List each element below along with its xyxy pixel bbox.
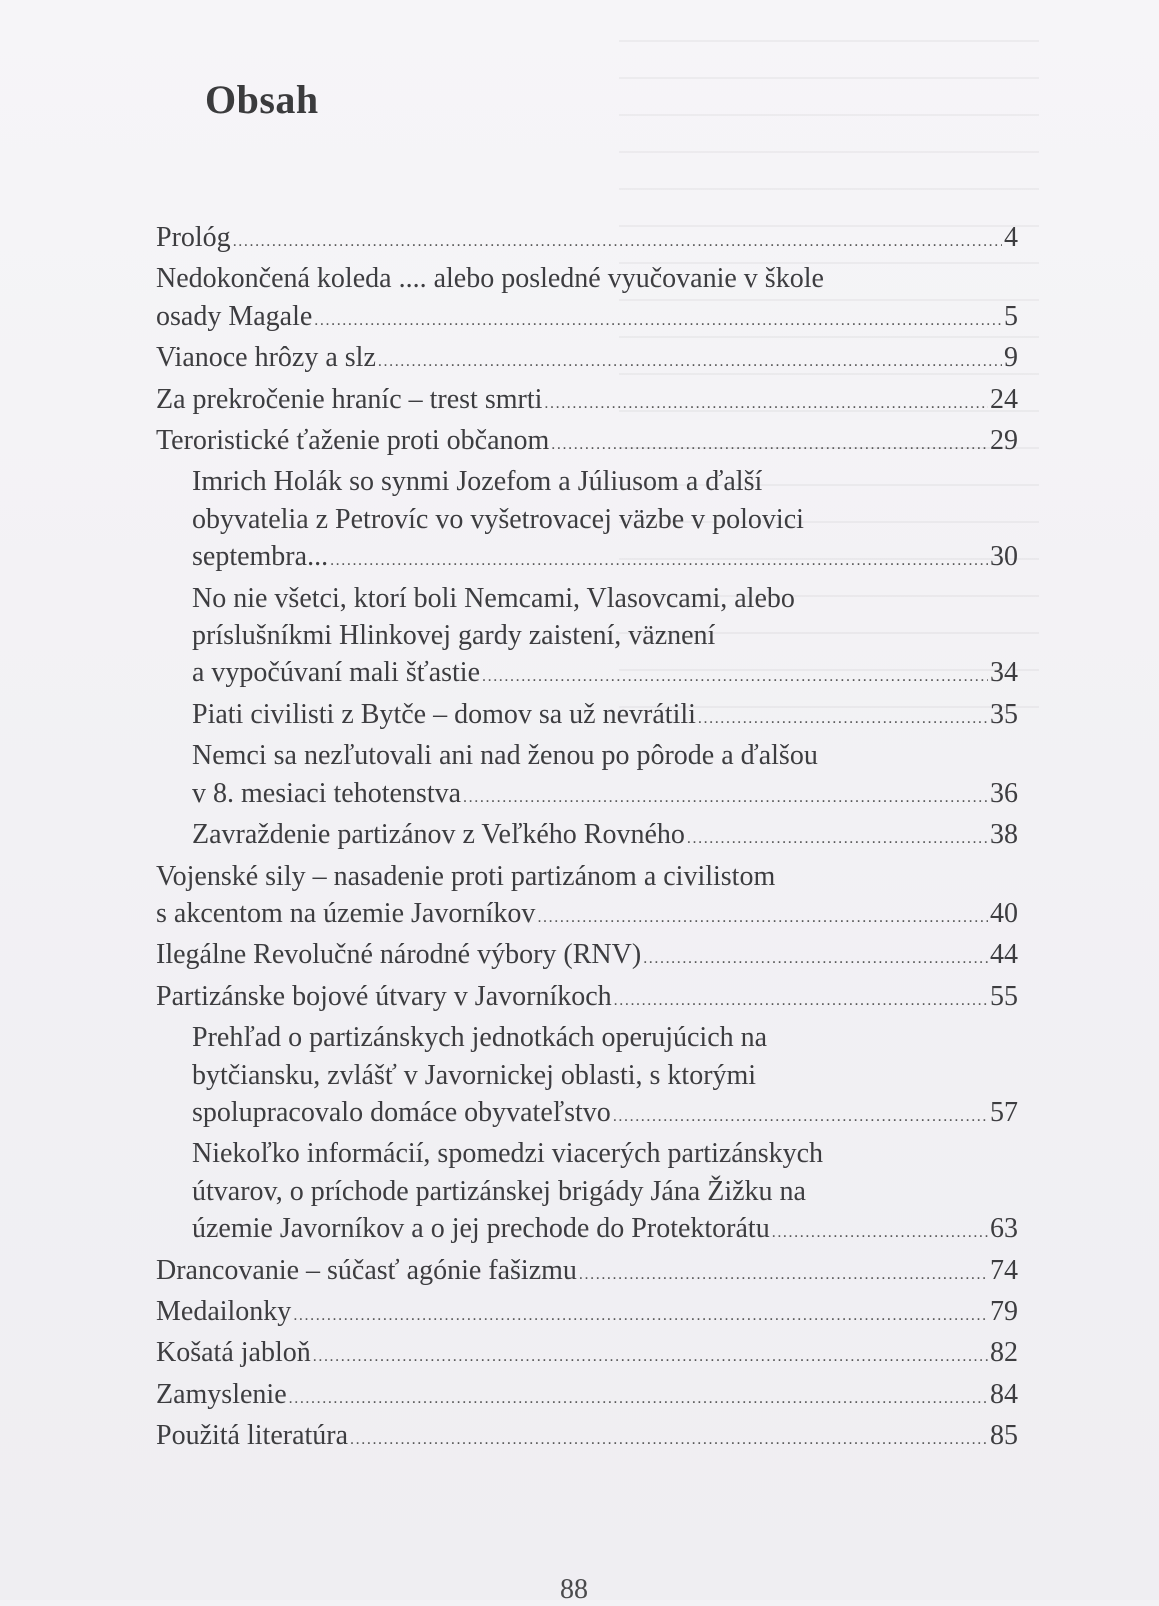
toc-entry-row — [156, 298, 1018, 339]
toc-entry-text: Medailonky — [156, 1295, 292, 1327]
toc-entry-text: Vianoce hrôzy a slz — [156, 342, 376, 374]
toc-subentry — [156, 737, 1018, 816]
toc-entry-text: Zamyslenie — [156, 1378, 287, 1410]
toc-entry — [156, 978, 1018, 1019]
toc-entry-text: Košatá jabloň — [156, 1337, 311, 1369]
dot-leader — [551, 426, 988, 463]
toc-entry-text: osady Magale — [156, 300, 313, 332]
toc-entry-text: Nedokončená koleda .... alebo posledné vyučovanie v škole — [156, 263, 824, 295]
toc-page-number: 4 — [1004, 222, 1018, 253]
toc-entry-row — [156, 1334, 1018, 1375]
toc-entry-row — [156, 219, 1018, 260]
toc-subentry — [156, 696, 1018, 737]
toc-entry-text: septembra... — [192, 541, 329, 573]
toc-page-number: 35 — [990, 698, 1018, 730]
toc-entry-row — [156, 1293, 1018, 1334]
dot-leader — [313, 1338, 988, 1375]
dot-leader — [314, 302, 1002, 339]
toc-entry-text: útvarov, o príchode partizánskej brigády Jána Žižku na — [192, 1175, 806, 1207]
toc-page-number: 63 — [990, 1213, 1018, 1245]
toc-entry-row — [156, 381, 1018, 422]
toc-entry-text: a vypočúvaní mali šťastie — [192, 657, 480, 689]
dot-leader — [293, 1297, 988, 1334]
toc-entry-text: v 8. mesiaci tehotenstva — [192, 777, 462, 809]
toc-entry-row — [156, 936, 1018, 977]
toc-entry-text: Partizánske bojové útvary v Javorníkoch — [156, 980, 612, 1012]
toc-page-number: 84 — [990, 1378, 1018, 1410]
page-title: Obsah — [205, 77, 319, 122]
toc-entry — [156, 1293, 1018, 1334]
toc-entry-text: Prológ — [156, 222, 231, 253]
toc-entry — [156, 219, 1018, 260]
toc-entry-row — [156, 1252, 1018, 1293]
dot-leader — [482, 658, 988, 695]
toc-subentry — [156, 1019, 1018, 1135]
toc-page-number: 5 — [1004, 300, 1018, 332]
toc-entry-text: Teroristické ťaženie proti občanom — [156, 425, 550, 457]
toc-entry — [156, 936, 1018, 977]
toc-page-number: 38 — [990, 819, 1018, 851]
dot-leader — [537, 899, 988, 936]
dot-leader — [698, 700, 988, 737]
toc-entry-text: bytčiansku, zvlášť v Javornickej oblasti, s ktorými — [192, 1059, 757, 1091]
toc-entry-text: územie Javorníkov a o jej prechode do Protektorátu — [192, 1213, 770, 1245]
toc-page-number: 29 — [990, 425, 1018, 457]
toc-entry-text: Zavraždenie partizánov z Veľkého Rovného — [192, 819, 685, 851]
toc-page-number: 57 — [990, 1096, 1018, 1128]
toc-entry-row — [156, 339, 1018, 380]
toc-page-number: 9 — [1004, 342, 1018, 374]
toc-entry-row — [192, 538, 1018, 579]
toc-subentry — [156, 580, 1018, 696]
toc-entry-row — [192, 775, 1018, 816]
dot-leader — [579, 1256, 988, 1293]
toc-entry-text: No nie všetci, ktorí boli Nemcami, Vlasovcami, alebo — [192, 582, 795, 614]
toc-subentry — [156, 1135, 1018, 1251]
toc-entry — [156, 1252, 1018, 1293]
dot-leader — [463, 779, 988, 816]
toc-entry-row — [156, 422, 1018, 463]
dot-leader — [330, 542, 988, 579]
toc-entry — [156, 858, 1018, 937]
toc-entry-text: príslušníkmi Hlinkovej gardy zaistení, väznení — [192, 620, 716, 652]
toc-page-number: 85 — [990, 1420, 1018, 1452]
dot-leader — [350, 1421, 988, 1458]
toc-entry-text: Nemci sa nezľutovali ani nad ženou po pôrode a ďalšou — [192, 740, 818, 772]
toc-page-number: 79 — [990, 1295, 1018, 1327]
toc-entry-row — [156, 895, 1018, 936]
toc-entry-row — [192, 654, 1018, 695]
toc-entry-row — [192, 816, 1018, 857]
toc-subentry — [156, 463, 1018, 579]
toc-entry-text: Niekoľko informácií, spomedzi viacerých partizánskych — [192, 1138, 824, 1170]
toc-entry-text: spolupracovalo domáce obyvateľstvo — [192, 1096, 611, 1128]
dot-leader — [289, 1380, 988, 1417]
dot-leader — [643, 940, 988, 977]
toc-entry-text: Drancovanie – súčasť agónie fašizmu — [156, 1254, 577, 1286]
toc-entry-text: Imrich Holák so synmi Jozefom a Júliusom a ďalší — [192, 466, 763, 498]
toc-entry-row — [156, 1417, 1018, 1458]
toc-page-number: 30 — [990, 541, 1018, 573]
toc-page-number: 40 — [990, 897, 1018, 929]
toc-entry-text: Ilegálne Revolučné národné výbory (RNV) — [156, 939, 642, 971]
toc-entry-text: obyvatelia z Petrovíc vo vyšetrovacej väzbe v polovici — [192, 503, 804, 535]
toc-entry-text: s akcentom na územie Javorníkov — [156, 897, 536, 929]
toc-entry — [156, 381, 1018, 422]
dot-leader — [544, 385, 988, 422]
toc-page-number: 34 — [990, 657, 1018, 689]
dot-leader — [233, 223, 1002, 260]
toc-page-number: 82 — [990, 1337, 1018, 1369]
toc-page-number: 55 — [990, 980, 1018, 1012]
toc-page-number: 36 — [990, 777, 1018, 809]
toc-entry-row — [192, 1210, 1018, 1251]
toc-entry-row — [192, 696, 1018, 737]
toc-entry-row — [156, 1376, 1018, 1417]
toc-page-number: 44 — [990, 939, 1018, 971]
toc-entry-text: Prehľad o partizánskych jednotkách operujúcich na — [192, 1022, 768, 1054]
toc-entry-text: Piati civilisti z Bytče – domov sa už nevrátili — [192, 698, 696, 730]
toc-page-number: 24 — [990, 383, 1018, 415]
toc-entry — [156, 422, 1018, 463]
toc-entry-text: Za prekročenie hraníc – trest smrti — [156, 383, 543, 415]
page-number: 88 — [560, 1574, 588, 1605]
toc-entry — [156, 260, 1018, 339]
toc-subentry — [156, 816, 1018, 857]
dot-leader — [687, 820, 988, 857]
dot-leader — [378, 343, 1002, 380]
toc-entry — [156, 1417, 1018, 1458]
dot-leader — [614, 982, 988, 1019]
dot-leader — [613, 1098, 988, 1135]
toc-entry-row — [192, 1094, 1018, 1135]
toc-page-number: 74 — [990, 1254, 1018, 1286]
table-of-contents — [156, 219, 1018, 1459]
toc-entry-row — [156, 978, 1018, 1019]
toc-entry-text: Vojenské sily – nasadenie proti partizánom a civilistom — [156, 860, 776, 892]
dot-leader — [772, 1214, 988, 1251]
toc-entry-text: Použitá literatúra — [156, 1420, 349, 1452]
toc-entry — [156, 1334, 1018, 1375]
toc-entry — [156, 1376, 1018, 1417]
toc-entry — [156, 339, 1018, 380]
